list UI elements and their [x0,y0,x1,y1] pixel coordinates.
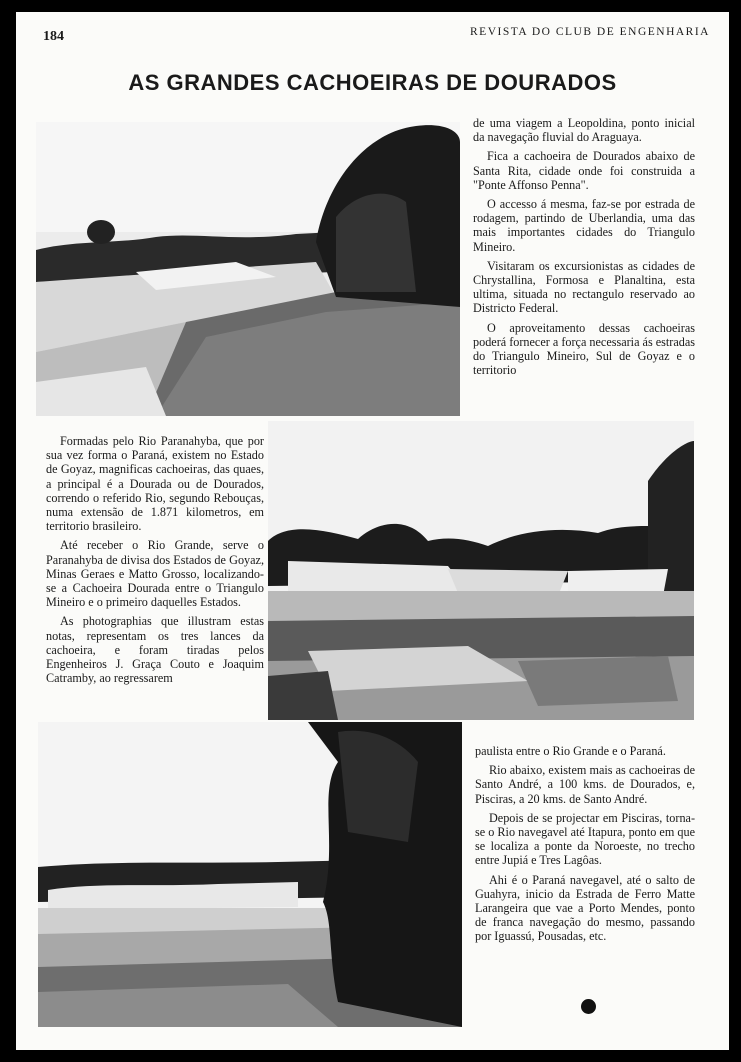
column-bottom-right [475,744,695,949]
magazine-page [16,12,729,1050]
paragraph: O aproveitamento dessas cachoeiras poderá fornecer a força necessaria ás estradas do Triangulo Mineiro, Sul de Goyaz e o territorio [473,320,695,378]
paragraph: O accesso á mesma, faz-se por estrada de rodagem, partindo de Uberlandia, uma das mais importantes cidades do Triangulo Mineiro. [473,197,695,254]
column-middle-left [46,434,264,690]
paragraph: Rio abaixo, existem mais as cachoeiras de Santo André, a 100 kms. de Dourados, e, Pisciras, a 20 kms. de Santo André. [475,763,695,806]
paragraph: Fica a cachoeira de Dourados abaixo de Santa Rita, cidade onde foi construida a "Ponte Affonso Penna". [473,149,695,192]
paragraph: paulista entre o Rio Grande e o Paraná. [475,744,666,758]
running-title: REVISTA DO CLUB DE ENGENHARIA [470,26,710,38]
photo-waterfall-wide [268,421,694,720]
paragraph: Formadas pelo Rio Paranahyba, que por sua vez forma o Paraná, existem no Estado de Goyaz, magnificas cachoeiras, das quaes, a principal é a Dourada ou de Dourados, correndo o referido Rio, segundo Rebouças, numa extensão de 1.871 kilometros, em territorio brasileiro. [46,434,264,534]
paragraph: Depois de se projectar em Pisciras, torna-se o Rio navegavel até Itapura, ponto em que se localiza a ponte da Noroeste, no trecho entre Jupiá e Tres Lagôas. [475,810,695,868]
article-title: AS GRANDES CACHOEIRAS DE DOURADOS [128,70,617,95]
page-number: 184 [43,29,64,44]
paragraph: As photographias que illustram estas notas, representam os tres lances da cachoeira, e foram tiradas pelos Engenheiros J. Graça Couto e Joaquim Catramby, ao regressarem [46,614,264,686]
photo-distant-falls [38,722,462,1027]
paragraph: Visitaram os excursionistas as cidades de Chrystallina, Formosa e Planaltina, esta ultima, situada no rectangulo reservado ao Districto Federal. [473,258,695,316]
paragraph: Ahi é o Paraná navegavel, até o salto de Guahyra, inicio da Estrada de Ferro Matte Larangeira que vae a Porto Mendes, ponto de franca navegação do mesmo, passando por Iguassú, Pousadas, etc. [475,872,695,944]
photo-waterfall-rocky-bank [36,122,460,416]
end-mark-dot [581,999,596,1014]
column-top-right [473,116,695,382]
paragraph: Até receber o Rio Grande, serve o Paranahyba de divisa dos Estados de Goyaz, Minas Geraes e Matto Grosso, localizando-se a Cachoeira Dourada entre o Triangulo Mineiro e o primeiro daquelles Estados. [46,538,264,610]
paragraph: de uma viagem a Leopoldina, ponto inicial da navegação fluvial do Araguaya. [473,116,695,145]
